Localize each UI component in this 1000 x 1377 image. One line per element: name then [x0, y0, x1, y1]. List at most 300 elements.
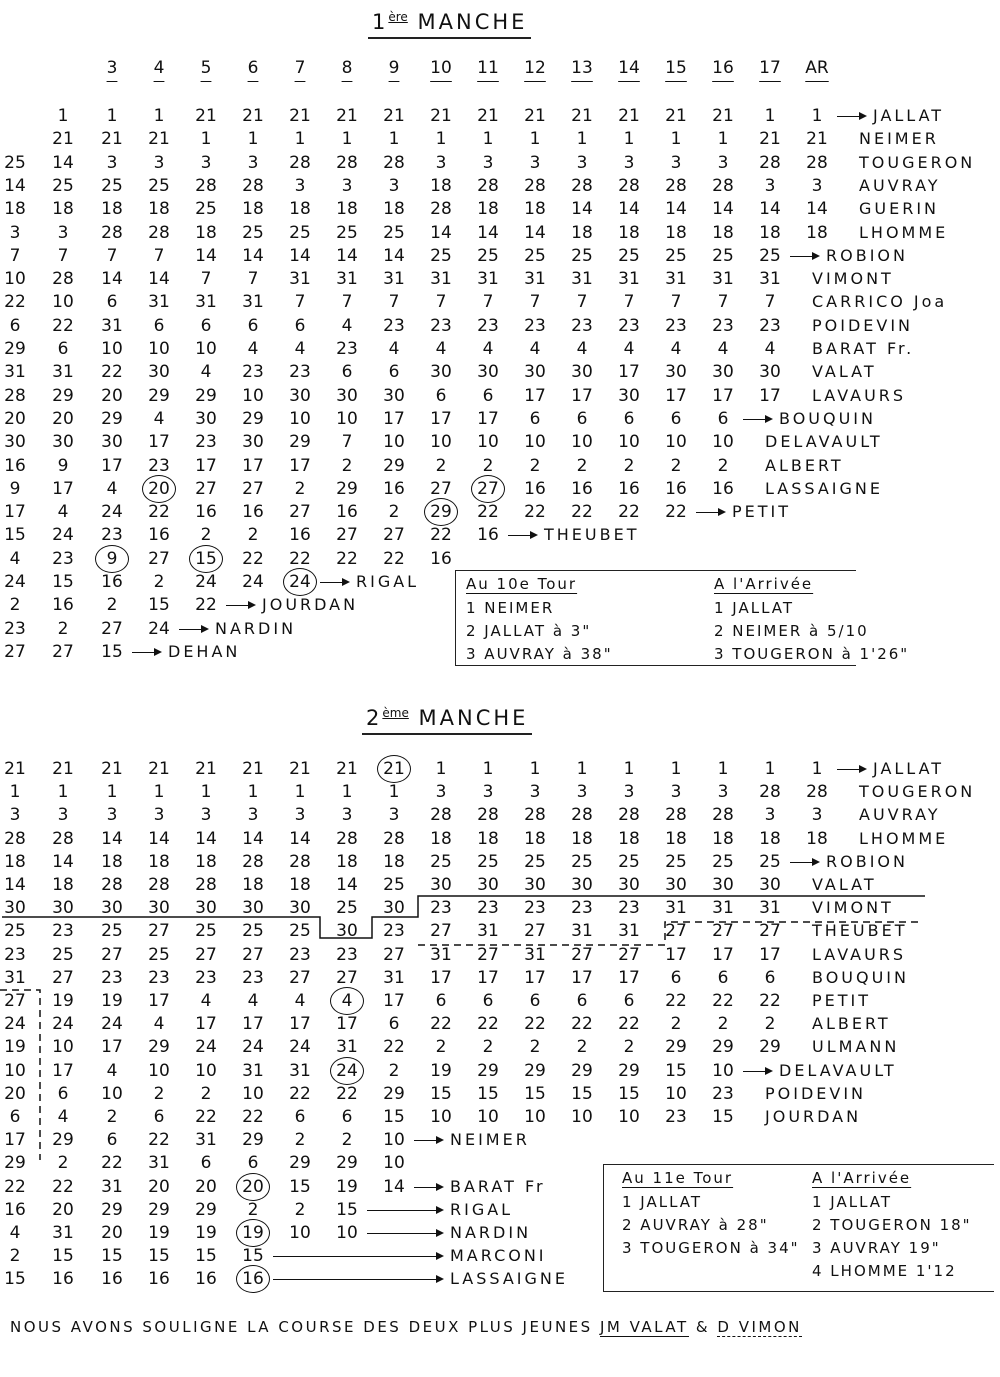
position-cell: 3	[247, 805, 259, 826]
position-cell: 28	[712, 175, 734, 196]
position-cell: 17	[712, 385, 734, 406]
position-cell: 22	[524, 502, 546, 523]
rider-name: JOURDAN	[262, 595, 359, 615]
position-cell: 17	[52, 478, 74, 499]
position-cell: 10	[524, 432, 546, 453]
position-cell: 25	[571, 245, 593, 266]
position-cell: 16	[233, 1268, 273, 1290]
position-cell: 23	[524, 898, 546, 919]
position-cell: 10	[289, 1223, 311, 1243]
position-cell: 23	[52, 921, 74, 942]
position-cell: 3	[57, 222, 69, 243]
position-cell: 4	[9, 1223, 21, 1243]
position-cell: 17	[101, 455, 123, 476]
position-cell: 28	[4, 828, 26, 849]
position-cell: 19	[148, 1223, 170, 1243]
position-cell: 10	[148, 339, 170, 359]
position-cell: 7	[153, 245, 165, 266]
position-cell: 23	[148, 455, 170, 476]
position-cell: 3	[811, 805, 823, 826]
rider-name: ROBION	[826, 245, 908, 265]
position-cell: 28	[430, 805, 452, 826]
position-cell: 18	[618, 828, 640, 849]
position-cell: 21	[336, 106, 358, 126]
lap10-title: Au 10e Tour	[466, 575, 578, 593]
position-cell: 25	[289, 921, 311, 942]
position-cell: 29	[101, 1199, 123, 1220]
position-cell: 14	[101, 828, 123, 849]
position-cell: 21	[4, 759, 26, 779]
position-cell: 27	[52, 641, 74, 662]
position-cell: 14	[4, 175, 26, 196]
manche2-title-word: MANCHE	[418, 706, 529, 730]
position-cell: 22	[383, 1037, 405, 1058]
position-cell: 2	[294, 1130, 306, 1151]
position-cell: 7	[341, 432, 353, 453]
manche2-title	[362, 706, 532, 735]
arrow-icon	[320, 582, 348, 583]
position-cell: 19	[430, 1060, 452, 1081]
position-cell: 29	[477, 1060, 499, 1081]
position-cell: 27	[430, 921, 452, 942]
position-cell: 17	[336, 1014, 358, 1035]
position-cell: 14	[759, 199, 781, 220]
position-cell: 31	[383, 967, 405, 988]
position-cell: 17	[383, 991, 405, 1011]
arrow-icon	[367, 1233, 442, 1234]
position-cell: 21	[430, 106, 452, 126]
position-cell: 27	[148, 921, 170, 942]
position-cell: 1	[529, 129, 541, 150]
position-cell: 31	[430, 944, 452, 965]
position-cell: 1	[247, 782, 259, 803]
position-cell: 22	[618, 502, 640, 523]
lap-header: 9	[388, 58, 400, 78]
position-cell: 28	[148, 875, 170, 895]
position-cell: 25	[759, 851, 781, 872]
position-cell: 16	[242, 502, 264, 523]
position-cell: 30	[4, 898, 26, 919]
position-cell: 17	[477, 967, 499, 988]
footer-name-valat: JM VALAT	[599, 1318, 689, 1336]
position-cell: 22	[571, 502, 593, 523]
position-cell: 17	[571, 385, 593, 406]
lap-header: 10	[430, 58, 452, 78]
position-cell: 18	[383, 199, 405, 220]
position-cell: 21	[52, 759, 74, 779]
position-cell: 3	[717, 782, 729, 803]
position-cell: 6	[9, 315, 21, 336]
arrow-icon	[226, 605, 254, 606]
position-cell: 30	[477, 362, 499, 383]
position-cell: 3	[341, 805, 353, 826]
position-cell: 2	[9, 1246, 21, 1267]
position-cell: 29	[52, 385, 74, 406]
position-cell: 4	[435, 339, 447, 359]
position-cell: 27	[195, 944, 217, 965]
manche1-results-box	[455, 570, 910, 666]
position-cell: 10	[430, 432, 452, 453]
position-cell: 14	[148, 269, 170, 290]
position-cell: 23	[712, 315, 734, 336]
position-cell: 28	[618, 805, 640, 826]
position-cell: 16	[101, 1269, 123, 1290]
arrow-icon	[837, 769, 865, 770]
position-cell: 18	[430, 828, 452, 849]
position-cell: 22	[195, 1107, 217, 1127]
position-cell: 7	[529, 292, 541, 313]
position-cell: 18	[289, 199, 311, 220]
position-cell: 18	[336, 199, 358, 220]
position-cell: 15	[712, 1107, 734, 1127]
position-cell: 27	[665, 921, 687, 942]
position-cell: 31	[336, 1037, 358, 1058]
position-cell: 29	[242, 1130, 264, 1151]
position-cell: 14	[383, 1176, 405, 1197]
position-cell: 25	[242, 921, 264, 942]
position-cell: 4	[717, 339, 729, 359]
arrow-icon	[367, 1210, 442, 1211]
position-cell: 23	[336, 339, 358, 359]
position-cell: 25	[759, 245, 781, 266]
position-cell: 14	[52, 152, 74, 173]
position-cell: 16	[4, 455, 26, 476]
position-cell: 21	[618, 106, 640, 126]
manche1-title-word: MANCHE	[417, 10, 528, 34]
position-cell: 30	[571, 362, 593, 383]
position-cell: 4	[153, 408, 165, 429]
position-cell: 14	[195, 245, 217, 266]
position-cell: 18	[242, 199, 264, 220]
position-cell: 28	[4, 385, 26, 406]
position-cell: 18	[571, 222, 593, 243]
position-cell: 31	[477, 921, 499, 942]
position-cell: 25	[195, 921, 217, 942]
position-cell: 2	[388, 502, 400, 523]
position-cell: 21	[477, 106, 499, 126]
position-cell: 1	[247, 129, 259, 150]
position-cell: 22	[289, 1083, 311, 1104]
position-cell: 24	[4, 572, 26, 592]
position-cell: 17	[148, 432, 170, 453]
position-cell: 29	[195, 1199, 217, 1220]
position-cell: 21	[195, 106, 217, 126]
rider-name: POIDEVIN	[812, 315, 914, 335]
position-cell: 25	[430, 851, 452, 872]
position-cell: 31	[242, 1060, 264, 1081]
position-cell: 10	[336, 1223, 358, 1243]
position-cell: 10	[712, 1060, 734, 1081]
position-cell: 23	[383, 921, 405, 942]
position-cell: 23	[759, 315, 781, 336]
position-cell: 30	[101, 898, 123, 919]
position-cell: 17	[289, 1014, 311, 1035]
position-cell: 14	[712, 199, 734, 220]
position-cell: 24	[242, 1037, 264, 1058]
position-cell: 6	[717, 967, 729, 988]
position-cell: 31	[195, 1130, 217, 1151]
position-cell: 23	[289, 944, 311, 965]
position-cell: 28	[618, 175, 640, 196]
position-cell: 27	[712, 921, 734, 942]
position-cell: 7	[200, 269, 212, 290]
position-cell: 3	[388, 175, 400, 196]
position-cell: 1	[435, 759, 447, 779]
position-cell: 2	[529, 1037, 541, 1058]
position-cell: 15	[383, 1107, 405, 1127]
rider-name: JOURDAN	[765, 1107, 862, 1126]
position-cell: 6	[482, 385, 494, 406]
position-cell: 24	[327, 1060, 367, 1082]
position-cell: 14	[477, 222, 499, 243]
position-cell: 27	[289, 502, 311, 523]
rider-name: PETIT	[812, 991, 872, 1010]
position-cell: 30	[759, 875, 781, 895]
position-cell: 23	[242, 967, 264, 988]
position-cell: 3	[576, 782, 588, 803]
arrow-icon	[179, 629, 207, 630]
arrow-icon	[414, 1187, 442, 1188]
position-cell: 17	[618, 967, 640, 988]
arrow-icon	[508, 535, 536, 536]
position-cell: 22	[618, 1014, 640, 1035]
position-cell: 1	[529, 759, 541, 779]
position-cell: 1	[341, 129, 353, 150]
position-cell: 24	[289, 1037, 311, 1058]
position-cell: 30	[289, 898, 311, 919]
position-cell: 28	[289, 851, 311, 872]
position-cell: 17	[52, 1060, 74, 1081]
position-cell: 1	[811, 759, 823, 779]
position-cell: 17	[148, 991, 170, 1011]
position-cell: 25	[4, 152, 26, 173]
rider-name: MARCONI	[450, 1246, 547, 1266]
position-cell: 3	[200, 805, 212, 826]
position-cell: 4	[764, 339, 776, 359]
position-cell: 20	[139, 478, 179, 500]
position-cell: 15	[4, 525, 26, 546]
finish-line: 2 TOUGERON 18"	[812, 1216, 972, 1234]
position-cell: 15	[571, 1083, 593, 1104]
position-cell: 6	[623, 991, 635, 1011]
position-cell: 30	[430, 362, 452, 383]
position-cell: 6	[153, 315, 165, 336]
position-cell: 22	[430, 1014, 452, 1035]
rider-name: JALLAT	[873, 106, 945, 125]
position-cell: 1	[764, 106, 776, 126]
position-cell: 4	[294, 339, 306, 359]
position-cell: 4	[247, 339, 259, 359]
finish-line: 1 JALLAT	[714, 599, 795, 617]
position-cell: 30	[665, 362, 687, 383]
position-cell: 30	[52, 898, 74, 919]
position-cell: 2	[717, 1014, 729, 1035]
position-cell: 28	[571, 805, 593, 826]
position-cell: 10	[52, 1037, 74, 1058]
position-cell: 16	[477, 525, 499, 546]
position-cell: 22	[101, 362, 123, 383]
position-cell: 1	[9, 782, 21, 803]
position-cell: 3	[717, 152, 729, 173]
position-cell: 7	[247, 269, 259, 290]
position-cell: 1	[670, 759, 682, 779]
position-cell: 21	[148, 759, 170, 779]
position-cell: 17	[242, 1014, 264, 1035]
position-cell: 31	[242, 292, 264, 313]
position-cell: 4	[247, 991, 259, 1011]
rider-name: NEIMER	[859, 129, 939, 149]
position-cell: 24	[242, 572, 264, 592]
lap10-line: 2 JALLAT à 3"	[466, 622, 592, 640]
position-cell: 16	[101, 572, 123, 592]
position-cell: 6	[764, 967, 776, 988]
position-cell: 1	[576, 759, 588, 779]
position-cell: 4	[576, 339, 588, 359]
position-cell: 28	[383, 828, 405, 849]
arrow-icon	[132, 652, 160, 653]
rider-name: LAVAURS	[812, 385, 907, 405]
position-cell: 14	[242, 828, 264, 849]
position-cell: 6	[717, 408, 729, 429]
position-cell: 17	[571, 967, 593, 988]
position-cell: 10	[712, 432, 734, 453]
position-cell: 20	[148, 1176, 170, 1197]
manche1-title-sup: ère	[388, 10, 408, 24]
rider-name: DEHAN	[168, 641, 241, 661]
position-cell: 17	[477, 408, 499, 429]
position-cell: 10	[571, 432, 593, 453]
position-cell: 15	[148, 1246, 170, 1267]
position-cell: 6	[576, 408, 588, 429]
position-cell: 14	[148, 828, 170, 849]
position-cell: 3	[764, 175, 776, 196]
position-cell: 28	[665, 805, 687, 826]
position-cell: 19	[195, 1223, 217, 1243]
position-cell: 16	[289, 525, 311, 546]
position-cell: 17	[665, 944, 687, 965]
position-cell: 1	[482, 759, 494, 779]
position-cell: 31	[759, 898, 781, 919]
position-cell: 28	[571, 175, 593, 196]
position-cell: 6	[670, 967, 682, 988]
position-cell: 6	[9, 1107, 21, 1127]
position-cell: 1	[106, 106, 118, 126]
position-cell: 25	[665, 245, 687, 266]
position-cell: 3	[623, 782, 635, 803]
position-cell: 2	[294, 478, 306, 499]
position-cell: 25	[336, 222, 358, 243]
finish-standings-1	[714, 575, 909, 666]
position-cell: 2	[623, 455, 635, 476]
position-cell: 1	[341, 782, 353, 803]
lap10-line: 3 AUVRAY à 38"	[466, 645, 613, 663]
position-cell: 10	[4, 269, 26, 290]
footer-name-vimon: D VIMON	[717, 1318, 802, 1336]
position-cell: 4	[57, 502, 69, 523]
lap-header: 4	[153, 58, 165, 78]
position-cell: 31	[148, 292, 170, 313]
position-cell: 14	[242, 245, 264, 266]
position-cell: 2	[200, 1083, 212, 1104]
position-cell: 10	[101, 339, 123, 359]
position-cell: 22	[571, 1014, 593, 1035]
manche2-title-num: 2	[366, 706, 383, 730]
position-cell: 3	[9, 805, 21, 826]
position-cell: 22	[195, 595, 217, 616]
position-cell: 17	[430, 967, 452, 988]
position-cell: 14	[52, 851, 74, 872]
position-cell: 31	[52, 1223, 74, 1243]
rider-name: LAVAURS	[812, 944, 907, 964]
position-cell: 2	[388, 1060, 400, 1081]
position-cell: 10	[101, 1083, 123, 1104]
position-cell: 27	[759, 921, 781, 942]
lap-header: 13	[571, 58, 593, 78]
position-cell: 22	[477, 502, 499, 523]
position-cell: 30	[336, 921, 358, 942]
position-cell: 16	[52, 1269, 74, 1290]
position-cell: 1	[57, 106, 69, 126]
rider-name: LHOMME	[859, 222, 949, 242]
rider-name: ULMANN	[812, 1037, 900, 1057]
position-cell: 10	[618, 432, 640, 453]
position-cell: 29	[336, 1153, 358, 1174]
position-cell: 30	[524, 875, 546, 895]
position-cell: 25	[383, 875, 405, 895]
position-cell: 6	[529, 991, 541, 1011]
position-cell: 30	[571, 875, 593, 895]
position-cell: 2	[670, 455, 682, 476]
position-cell: 24	[101, 1014, 123, 1035]
position-cell: 18	[712, 222, 734, 243]
position-cell: 27	[289, 967, 311, 988]
position-cell: 7	[764, 292, 776, 313]
rider-name: JALLAT	[873, 759, 945, 778]
position-cell: 29	[195, 385, 217, 406]
position-cell: 25	[52, 175, 74, 196]
position-cell: 10	[242, 1083, 264, 1104]
position-cell: 27	[383, 525, 405, 546]
position-cell: 30	[4, 432, 26, 453]
position-cell: 29	[289, 1153, 311, 1174]
position-cell: 30	[148, 898, 170, 919]
position-cell: 30	[524, 362, 546, 383]
position-cell: 25	[4, 921, 26, 942]
position-cell: 14	[618, 199, 640, 220]
position-cell: 15	[186, 548, 226, 570]
position-cell: 27	[4, 991, 26, 1011]
position-cell: 28	[806, 782, 828, 803]
position-cell: 25	[477, 851, 499, 872]
position-cell: 27	[383, 944, 405, 965]
position-cell: 20	[233, 1176, 273, 1198]
position-cell: 27	[336, 525, 358, 546]
position-cell: 31	[4, 362, 26, 383]
lap-header: 11	[477, 58, 499, 78]
position-cell: 28	[52, 828, 74, 849]
lap-header: 3	[106, 58, 118, 78]
position-cell: 1	[764, 759, 776, 779]
position-cell: 6	[200, 1153, 212, 1174]
position-cell: 4	[388, 339, 400, 359]
position-cell: 2	[57, 618, 69, 639]
position-cell: 7	[106, 245, 118, 266]
position-cell: 30	[101, 432, 123, 453]
lap-header: 17	[759, 58, 781, 78]
lap11-line: 1 JALLAT	[622, 1193, 703, 1211]
rider-name: NEIMER	[450, 1130, 530, 1150]
position-cell: 28	[195, 175, 217, 196]
